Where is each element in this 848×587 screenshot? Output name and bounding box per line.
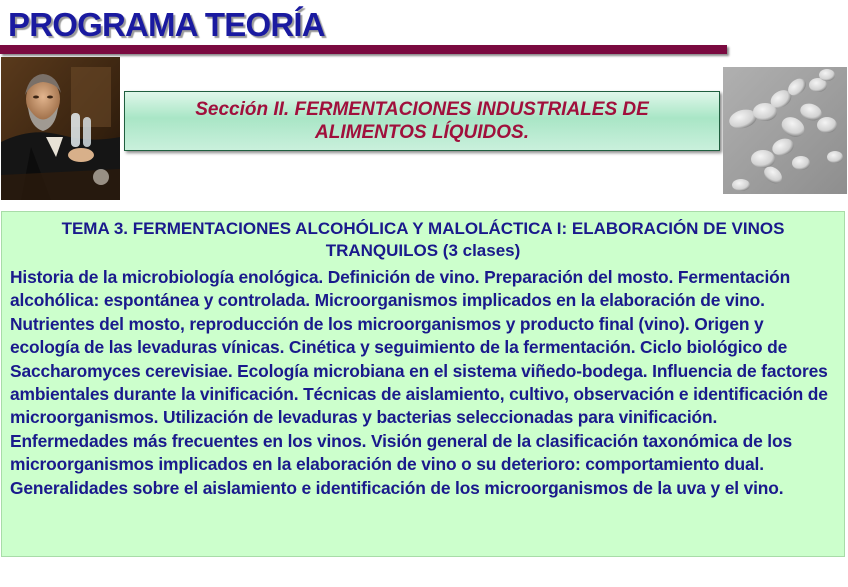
section-title: Sección II. FERMENTACIONES INDUSTRIALES DE ALIMENTOS LÍQUIDOS. xyxy=(195,99,649,143)
scientist-portrait-image xyxy=(1,57,120,200)
topic-heading: TEMA 3. FERMENTACIONES ALCOHÓLICA Y MALOLÁCTICA I: ELABORACIÓN DE VINOS TRANQUILOS (3 clases) xyxy=(61,219,785,260)
topic-body: Historia de la microbiología enológica. Definición de vino. Preparación del mosto. Fermentación alcohólica: espontánea y controlada. Microorganismos implicados en la elaboración de vino. Nutrientes del mosto, reproducción de los microorganismos y producto final (vino). Origen y ecología de las levaduras vínicas. Cinética y seguimiento de la fermentación. Ciclo biológico de Saccharomyces cerevisiae. Ecología microbiana en el sistema viñedo-bodega. Influencia de factores ambientales durante la vinificación. Técnicas de aislamiento, cultivo, observación e identificación de microorganismos. Utilización de levaduras y bacterias seleccionadas para vinificación. Enfermedades más frecuentes en los vinos. Visión general de la clasificación taxonómica de los microorganismos implicados en la elaboración de vino o su deterioro: comportamiento dual. Generalidades sobre el aislamiento e identificación de los microorganismos de la uva y el vino. xyxy=(10,267,828,498)
yeast-micrograph-image xyxy=(723,67,847,194)
page-title: PROGRAMA TEORÍA xyxy=(8,6,325,43)
title-underline xyxy=(0,45,727,54)
topic-content-box xyxy=(1,211,845,557)
section-banner xyxy=(124,91,720,151)
